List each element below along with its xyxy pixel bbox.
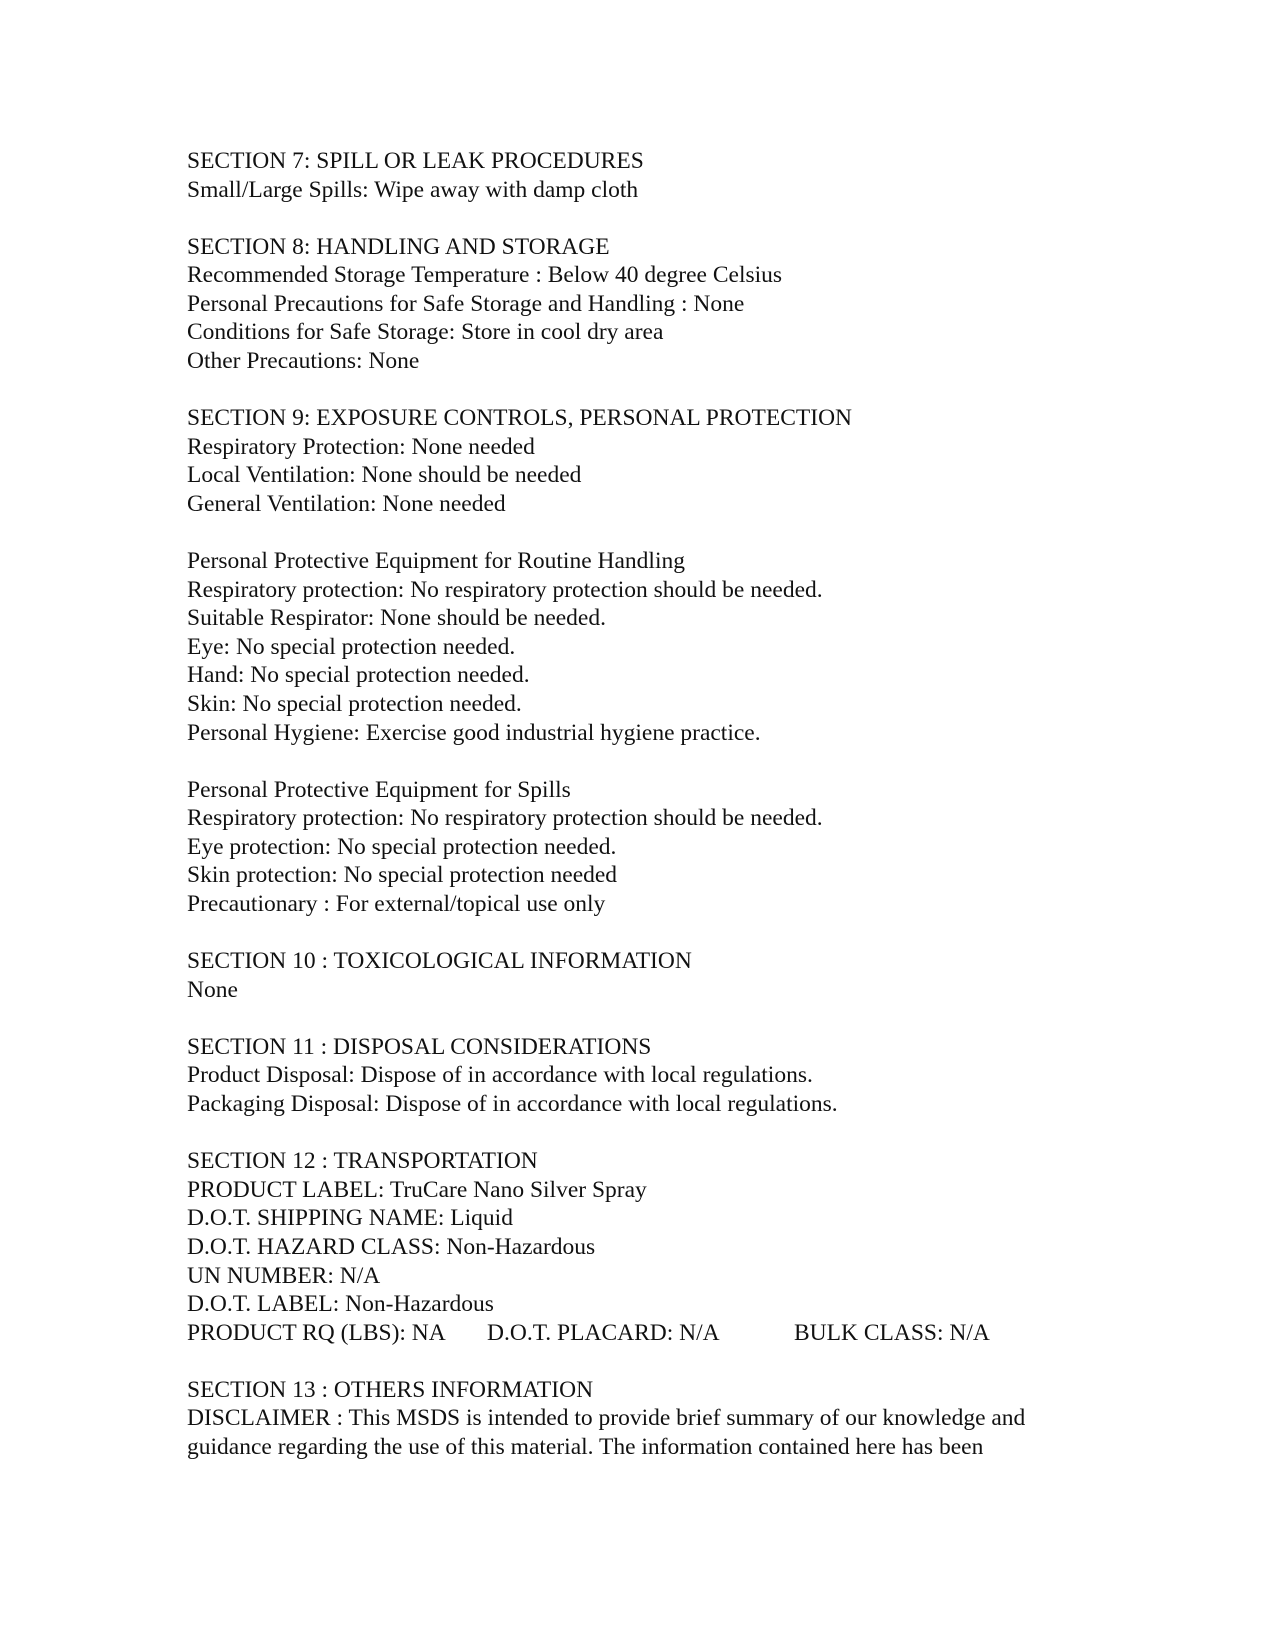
section-11-heading: SECTION 11 : DISPOSAL CONSIDERATIONS <box>187 1033 652 1060</box>
section-7 <box>187 147 1187 204</box>
text-line: D.O.T. SHIPPING NAME: Liquid <box>187 1205 513 1232</box>
text-line: Respiratory protection: No respiratory protection should be needed. <box>187 576 823 603</box>
text-line: Recommended Storage Temperature : Below 40 degree Celsius <box>187 262 783 289</box>
text-line: Personal Hygiene: Exercise good industrial hygiene practice. <box>187 719 761 746</box>
section-10-heading: SECTION 10 : TOXICOLOGICAL INFORMATION <box>187 948 692 975</box>
text-line: General Ventilation: None needed <box>187 490 506 517</box>
text-line: DISCLAIMER : This MSDS is intended to provide brief summary of our knowledge and <box>187 1405 1026 1432</box>
text-line: Skin: No special protection needed. <box>187 691 522 717</box>
text-line: guidance regarding the use of this material. The information contained here has been <box>187 1433 984 1460</box>
text-line: Other Precautions: None <box>187 348 420 375</box>
section-12 <box>187 1147 1187 1347</box>
text-line: PRODUCT LABEL: TruCare Nano Silver Spray <box>187 1176 647 1203</box>
text-line: Conditions for Safe Storage: Store in cool dry area <box>187 319 664 346</box>
text-line: D.O.T. LABEL: Non-Hazardous <box>187 1291 494 1318</box>
text-line: Local Ventilation: None should be needed <box>187 462 582 489</box>
ppe-spills <box>187 776 1187 919</box>
section-9 <box>187 404 1187 518</box>
text-line: Packaging Disposal: Dispose of in accordance with local regulations. <box>187 1091 838 1118</box>
section-10 <box>187 947 1187 1004</box>
ppe-routine-heading: Personal Protective Equipment for Routine Handling <box>187 548 685 575</box>
text-line: Eye: No special protection needed. <box>187 633 516 660</box>
text-line: Suitable Respirator: None should be needed. <box>187 605 606 632</box>
transport-row <box>187 1319 1187 1348</box>
section-13-heading: SECTION 13 : OTHERS INFORMATION <box>187 1376 594 1403</box>
section-12-heading: SECTION 12 : TRANSPORTATION <box>187 1148 538 1175</box>
text-line: Hand: No special protection needed. <box>187 662 530 689</box>
text-line: Respiratory Protection: None needed <box>187 433 535 460</box>
ppe-routine-handling <box>187 547 1187 747</box>
section-11 <box>187 1033 1187 1119</box>
section-8-heading: SECTION 8: HANDLING AND STORAGE <box>187 233 610 260</box>
bulk-class: BULK CLASS: N/A <box>794 1319 990 1346</box>
text-line: Personal Precautions for Safe Storage and Handling : None <box>187 290 745 317</box>
text-line: Skin protection: No special protection needed <box>187 862 618 889</box>
dot-placard: D.O.T. PLACARD: N/A <box>487 1319 720 1346</box>
section-7-heading: SECTION 7: SPILL OR LEAK PROCEDURES <box>187 148 644 174</box>
text-line: UN NUMBER: N/A <box>187 1262 381 1289</box>
text-line: Respiratory protection: No respiratory protection should be needed. <box>187 805 823 832</box>
text-line: Product Disposal: Dispose of in accordance with local regulations. <box>187 1062 813 1089</box>
document-body <box>187 147 1187 1490</box>
text-line: Eye protection: No special protection needed. <box>187 833 617 860</box>
ppe-spills-heading: Personal Protective Equipment for Spills <box>187 776 571 803</box>
text-line: Precautionary : For external/topical use only <box>187 891 606 918</box>
text-line: None <box>187 976 238 1003</box>
section-8 <box>187 233 1187 376</box>
product-rq: PRODUCT RQ (LBS): NA <box>187 1319 446 1346</box>
text-line: D.O.T. HAZARD CLASS: Non-Hazardous <box>187 1233 596 1260</box>
text-line: Small/Large Spills: Wipe away with damp cloth <box>187 176 639 203</box>
section-9-heading: SECTION 9: EXPOSURE CONTROLS, PERSONAL PROTECTION <box>187 405 853 432</box>
section-13 <box>187 1376 1187 1462</box>
